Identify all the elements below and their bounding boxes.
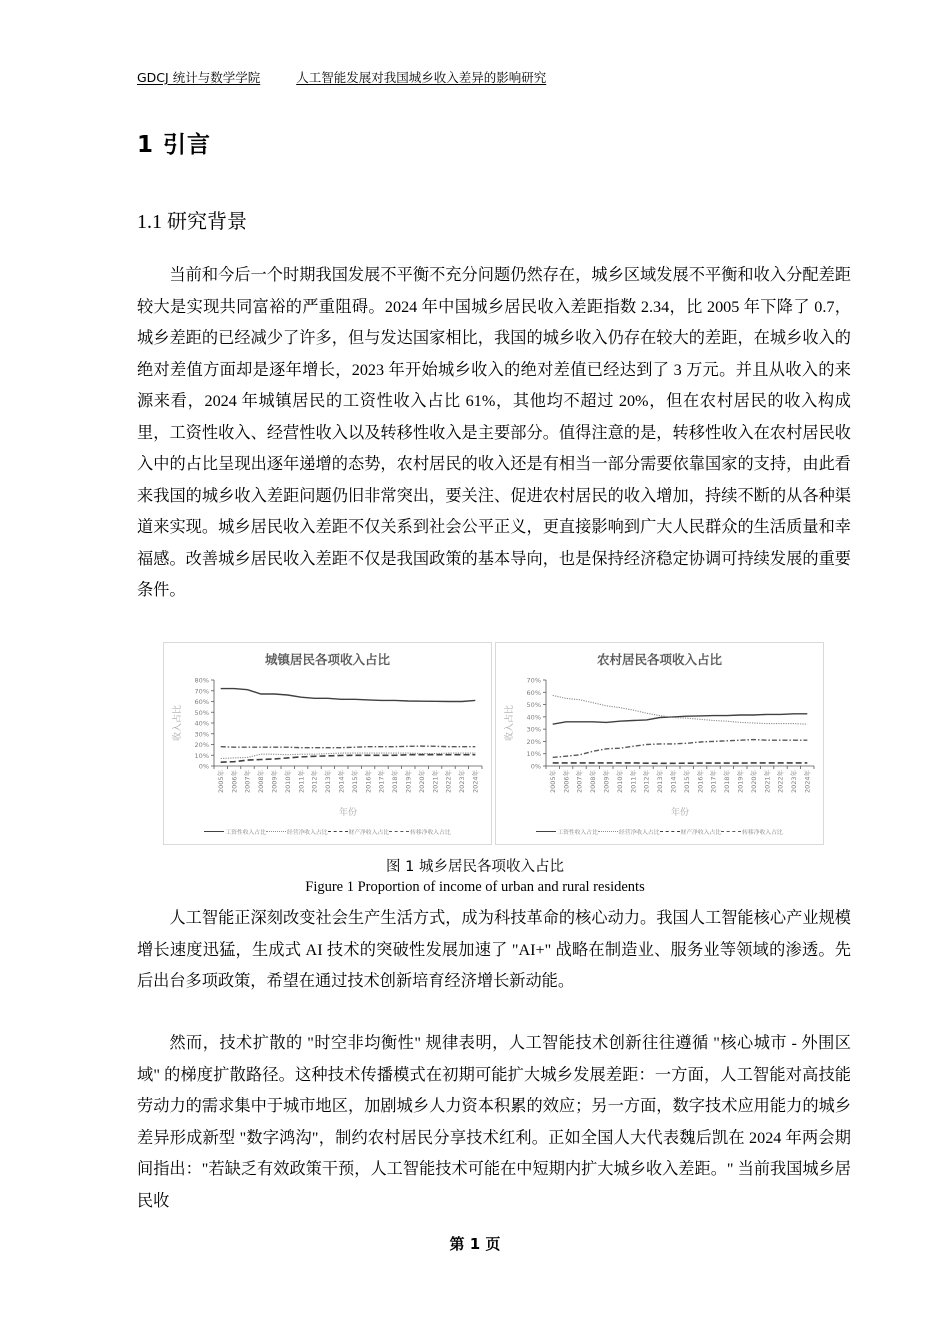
- chart-title: 农村居民各项收入占比: [596, 653, 722, 667]
- legend-item: [598, 827, 660, 836]
- svg-text:收入占比: 收入占比: [505, 704, 515, 742]
- svg-text:2010年: 2010年: [283, 770, 292, 794]
- svg-text:2008年: 2008年: [257, 770, 266, 794]
- header-thesis-title: 人工智能发展对我国城乡收入差异的影响研究: [296, 70, 547, 85]
- svg-text:2005年: 2005年: [548, 770, 557, 794]
- series-line: [553, 740, 808, 758]
- legend-label: 转移净收入占比: [742, 830, 783, 836]
- chart-rural: [495, 642, 824, 845]
- series-line: [553, 714, 808, 724]
- svg-text:年份: 年份: [338, 808, 358, 818]
- svg-text:2022年: 2022年: [776, 770, 785, 794]
- legend-label: 工资性收入占比: [557, 830, 598, 836]
- line-chart-rural: [496, 643, 825, 846]
- svg-text:2020年: 2020年: [749, 770, 758, 794]
- svg-text:2019年: 2019年: [404, 770, 413, 794]
- svg-text:40%: 40%: [194, 719, 209, 728]
- chart-title: 城镇居民各项收入占比: [264, 653, 390, 667]
- legend-swatch: [204, 831, 224, 832]
- header-institution: GDCJ 统计与数学学院: [137, 70, 261, 85]
- svg-text:2011年: 2011年: [297, 770, 306, 794]
- svg-text:2023年: 2023年: [790, 770, 799, 794]
- svg-text:60%: 60%: [194, 698, 209, 706]
- svg-text:10%: 10%: [194, 751, 209, 760]
- legend-swatch: [266, 831, 286, 832]
- series-line: [221, 689, 476, 702]
- svg-text:2024年: 2024年: [471, 770, 480, 794]
- legend-swatch: [536, 831, 556, 832]
- paragraph-background: 当前和今后一个时期我国发展不平衡不充分问题仍然存在，城乡区域发展不平衡和收入分配差距较大是实现共同富裕的严重阻碍。2024 年中国城乡居民收入差距指数 2.34，比 2005 年下降了 0.7，城乡差距的已经减少了许多，但与发达国家相比，我国的城乡收入仍存在较大的差距，在城乡收入的绝对差值方面却是逐年增长，2023 年开始城乡收入的绝对差值已经达到了 3 万元。并且从收入的来源来看，2024 年城镇居民的工资性收入占比 61%，其他均不超过 20%，但在农村居民的收入构成里，工资性收入、经营性收入以及转移性收入是主要部分。值得注意的是，转移性收入在农村居民收入中的占比呈现出逐年递增的态势，农村居民的收入还是有相当一部分需要依靠国家的支持，由此看来我国的城乡收入差距问题仍旧非常突出，要关注、促进农村居民的收入增加，持续不断的从各种渠道来实现。城乡居民收入差距不仅关系到社会公平正义，更直接影响到广大人民群众的生活质量和幸福感。改善城乡居民收入差距不仅是我国政策的基本导向，也是保持经济稳定协调可持续发展的重要条件。: [137, 266, 851, 599]
- svg-text:2022年: 2022年: [444, 770, 453, 794]
- legend-item: [328, 827, 390, 836]
- svg-text:60%: 60%: [526, 688, 541, 697]
- svg-text:2015年: 2015年: [350, 770, 359, 794]
- running-header: [137, 68, 546, 86]
- svg-text:30%: 30%: [526, 725, 541, 734]
- legend-label: 财产净收入占比: [348, 830, 390, 836]
- chart-legend: [164, 827, 491, 836]
- chart-legend: [496, 827, 823, 836]
- svg-text:2009年: 2009年: [602, 770, 611, 794]
- svg-text:2010年: 2010年: [615, 770, 624, 794]
- legend-item: [660, 827, 722, 836]
- page-number: 第 1 页: [449, 1235, 501, 1253]
- legend-swatch: [721, 831, 741, 832]
- svg-text:0%: 0%: [530, 762, 541, 771]
- svg-text:2007年: 2007年: [243, 770, 252, 794]
- legend-item: [536, 827, 598, 836]
- svg-text:2013年: 2013年: [656, 770, 665, 794]
- svg-text:80%: 80%: [194, 676, 209, 685]
- legend-swatch: [598, 831, 618, 832]
- paragraph-diffusion: 然而，技术扩散的 "时空非均衡性" 规律表明，人工智能技术创新往往遵循 "核心城市 - 外围区域" 的梯度扩散路径。这种技术传播模式在初期可能扩大城乡发展差距：一方面，人工智能对高技能劳动力的需求集中于城市地区，加剧城乡人力资本积累的效应；另一方面，数字技术应用能力的城乡差异形成新型 "数字鸿沟"，制约农村居民分享技术红利。正如全国人大代表魏后凯在 2024 年两会期间指出："若缺乏有效政策干预，人工智能技术可能在中短期内扩大城乡收入差距。" 当前我国城乡居民收: [137, 1034, 851, 1210]
- legend-item: [721, 827, 783, 836]
- svg-text:2013年: 2013年: [324, 770, 333, 794]
- svg-text:2018年: 2018年: [391, 770, 400, 794]
- svg-text:50%: 50%: [194, 708, 209, 717]
- legend-label: 经营净收入占比: [286, 830, 328, 836]
- chapter-heading: 1 引言: [137, 132, 212, 158]
- series-line: [221, 746, 476, 748]
- svg-text:2023年: 2023年: [458, 770, 467, 794]
- paragraph-ai: 人工智能正深刻改变社会生产生活方式，成为科技革命的核心动力。我国人工智能核心产业规模增长速度迅猛，生成式 AI 技术的突破性发展加速了 "AI+" 战略在制造业、服务业等领域的渗透。先后出台多项政策，希望在通过技术创新培育经济增长新动能。: [137, 909, 851, 990]
- legend-item: [389, 827, 451, 836]
- svg-text:2016年: 2016年: [364, 770, 373, 794]
- svg-text:2021年: 2021年: [431, 770, 440, 794]
- legend-label: 工资性收入占比: [225, 830, 266, 836]
- svg-text:40%: 40%: [526, 713, 541, 722]
- figure-caption-cn: 图 1 城乡居民各项收入占比: [386, 859, 564, 875]
- svg-text:2024年: 2024年: [803, 770, 812, 794]
- legend-swatch: [389, 831, 409, 832]
- svg-text:年份: 年份: [670, 808, 690, 818]
- svg-text:2007年: 2007年: [575, 770, 584, 794]
- svg-text:70%: 70%: [526, 676, 541, 685]
- series-line: [553, 695, 808, 724]
- svg-text:30%: 30%: [194, 730, 209, 739]
- svg-text:2012年: 2012年: [310, 770, 319, 794]
- svg-text:2006年: 2006年: [230, 770, 239, 794]
- svg-text:2020年: 2020年: [417, 770, 426, 794]
- svg-text:2009年: 2009年: [270, 770, 279, 794]
- svg-text:20%: 20%: [194, 741, 209, 749]
- section-heading: 1.1 研究背景: [137, 211, 247, 233]
- svg-text:2012年: 2012年: [642, 770, 651, 794]
- svg-text:2014年: 2014年: [337, 770, 346, 794]
- svg-text:2017年: 2017年: [709, 770, 718, 794]
- svg-text:50%: 50%: [526, 701, 541, 710]
- figure-income-proportion: [163, 642, 824, 845]
- svg-text:0%: 0%: [198, 762, 209, 771]
- svg-text:2011年: 2011年: [629, 770, 638, 794]
- legend-swatch: [328, 831, 348, 832]
- svg-text:2015年: 2015年: [682, 770, 691, 794]
- svg-text:2018年: 2018年: [723, 770, 732, 794]
- legend-item: [204, 827, 266, 836]
- legend-label: 转移净收入占比: [410, 830, 451, 836]
- legend-label: 财产净收入占比: [680, 830, 722, 836]
- legend-label: 经营净收入占比: [618, 830, 660, 836]
- svg-text:20%: 20%: [526, 737, 541, 746]
- legend-swatch: [660, 831, 680, 832]
- svg-text:2016年: 2016年: [696, 770, 705, 794]
- svg-text:2017年: 2017年: [377, 770, 386, 794]
- line-chart-urban: [164, 643, 493, 846]
- svg-text:2006年: 2006年: [562, 770, 571, 794]
- svg-text:2005年: 2005年: [216, 770, 225, 794]
- chart-urban: [163, 642, 492, 845]
- svg-text:2019年: 2019年: [736, 770, 745, 794]
- legend-item: [266, 827, 328, 836]
- series-line: [221, 755, 476, 763]
- svg-text:2008年: 2008年: [589, 770, 598, 794]
- svg-text:2014年: 2014年: [669, 770, 678, 794]
- svg-text:2021年: 2021年: [763, 770, 772, 794]
- svg-text:10%: 10%: [526, 750, 541, 759]
- figure-caption-en: Figure 1 Proportion of income of urban and rural residents: [305, 879, 645, 895]
- svg-text:70%: 70%: [194, 687, 209, 696]
- svg-text:收入占比: 收入占比: [173, 704, 183, 742]
